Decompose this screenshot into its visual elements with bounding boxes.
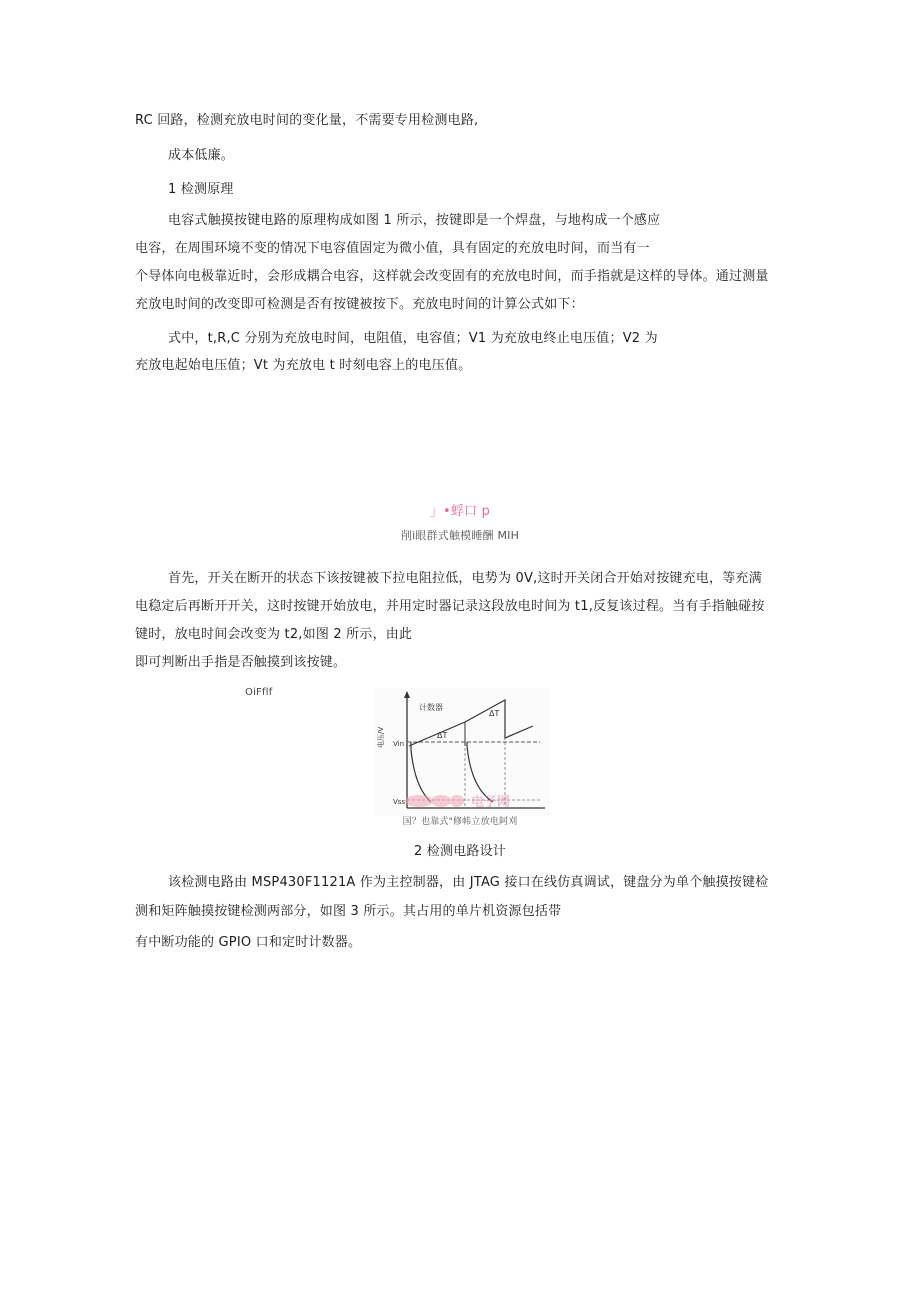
figure2-delta-t-small: ΔT: [437, 731, 448, 740]
figure2-delta-t-large: ΔT: [489, 709, 500, 718]
figure2-y-label: 电压/V: [377, 726, 385, 748]
figure2-vss-label: Vss: [393, 798, 406, 806]
para2-line-3: 键时，放电时间会改变为 t2,如图 2 所示，由此: [135, 627, 413, 642]
figure1-placeholder: 」•蜉口 p: [429, 504, 491, 519]
figure2-diagram: [375, 688, 550, 816]
watermark-logo-3: [450, 795, 464, 807]
figure2-vin-label: Vin: [393, 740, 405, 748]
section2-line-1: 该检测电路由 MSP430F1121A 作为主控制器，由 JTAG 接口在线仿真调试，键盘分为单个触摸按键检: [168, 875, 769, 890]
section2-line-3: 有中断功能的 GPIO 口和定时计数器。: [135, 935, 362, 950]
para2-line-2: 电稳定后再断开开关，这时按键开始放电，并用定时器记录这段放电时间为 t1,反复该过程。当有手指触碰按: [135, 599, 765, 614]
figure2-watermark-text: 电子网: [471, 795, 511, 810]
figure2-top-label: OiFflf: [245, 687, 273, 698]
intro-line-1: RC 回路，检测充放电时间的变化量，不需要专用检测电路,: [135, 113, 479, 128]
section1-line-4: 充放电时间的改变即可检测是否有按键被按下。充放电时间的计算公式如下：: [135, 297, 584, 312]
section2-line-2: 测和矩阵触摸按键检测两部分，如图 3 所示。其占用的单片机资源包括带: [135, 904, 562, 919]
section1-line-6: 充放电起始电压值；Vt 为充放电 t 时刻电容上的电压值。: [135, 358, 472, 373]
para2-line-1: 首先，开关在断开的状态下该按键被下拉电阻拉低，电势为 0V,这时开关闭合开始对按键充电，等充满: [168, 571, 762, 586]
section1-line-5: 式中，t,R,C 分别为充放电时间，电阻值，电容值；V1 为充放电终止电压值；V2 为: [168, 331, 658, 346]
figure2-caption: 国？也靠式"修帏立放电阿刈: [402, 817, 518, 827]
section1-line-3: 个导体向电极靠近时，会形成耦合电容，这样就会改变固有的充放电时间，而手指就是这样的导体。通过测量: [135, 269, 769, 284]
figure2-background: [375, 688, 550, 816]
section1-heading: 1 检测原理: [168, 182, 234, 197]
section1-line-2: 电容，在周围环境不变的情况下电容值固定为微小值，具有固定的充放电时间，而当有一: [135, 241, 650, 256]
section2-heading: 2 检测电路设计: [413, 844, 506, 859]
figure2-counter-label: 计数器: [419, 703, 443, 712]
figure1-caption: 削i眼群式触模睡酬 MIH: [400, 529, 520, 542]
watermark-logo-2: [431, 795, 451, 807]
watermark-logo-1: [405, 795, 433, 807]
para2-line-4: 即可判断出手指是否触摸到该按键。: [135, 655, 347, 670]
intro-line-2: 成本低廉。: [168, 148, 235, 163]
section1-line-1: 电容式触摸按键电路的原理构成如图 1 所示，按键即是一个焊盘，与地构成一个感应: [168, 213, 661, 228]
